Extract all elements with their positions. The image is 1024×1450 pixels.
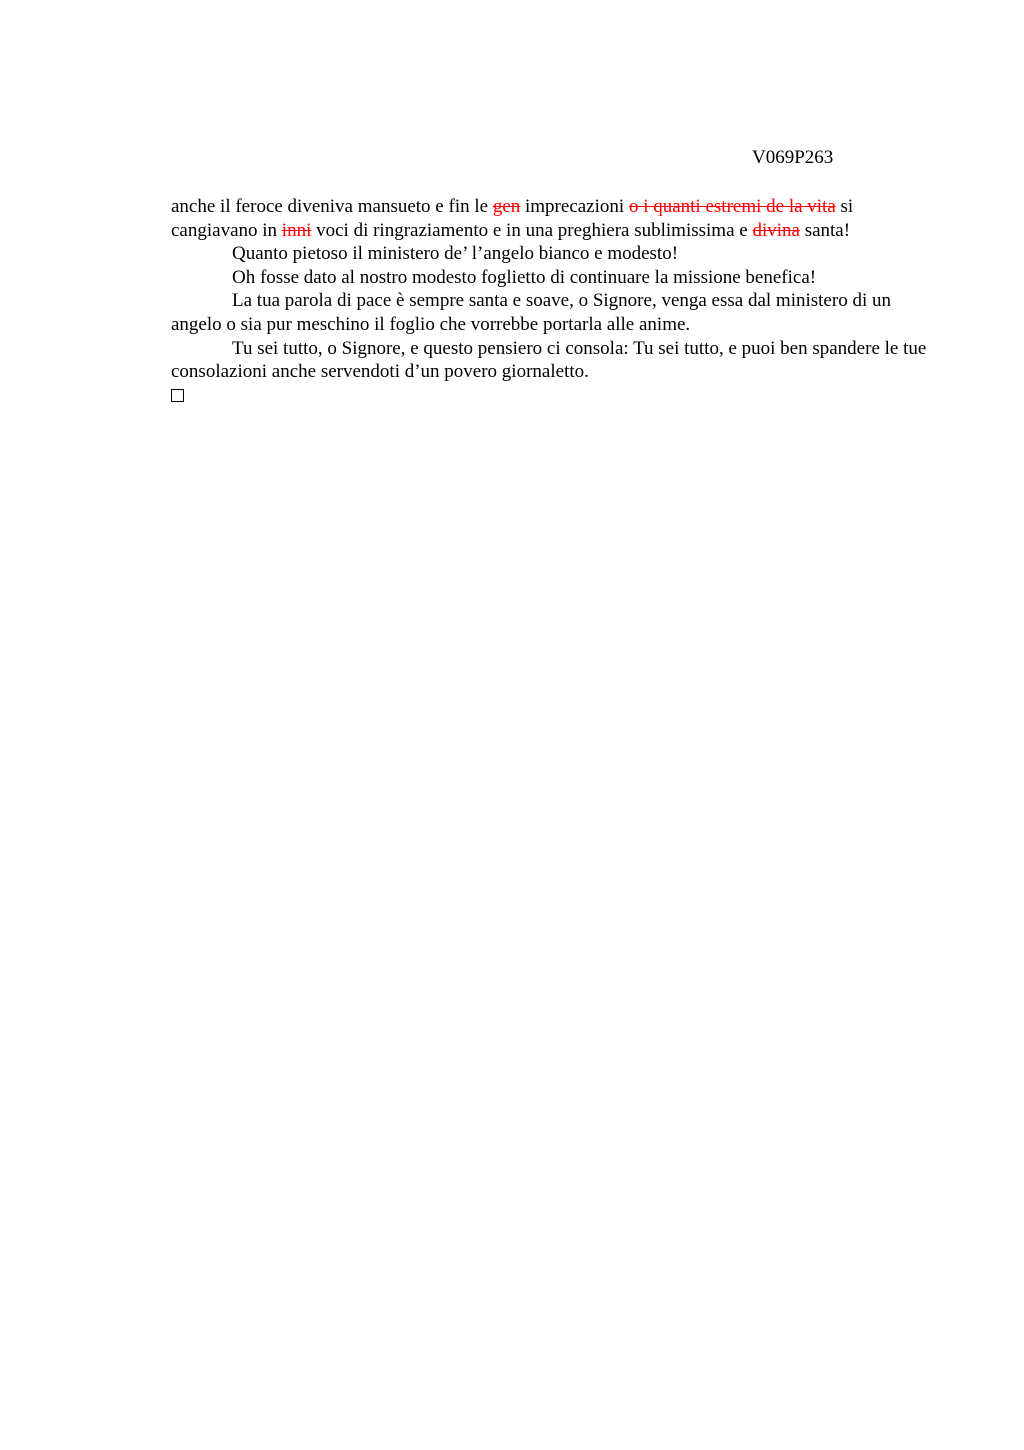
text-run: anche il feroce diveniva mansueto e fin le — [171, 196, 493, 217]
paragraph-5: Tu sei tutto, o Signore, e questo pensiero ci consola: Tu sei tutto, e puoi ben spandere le tue consolazioni anche servendoti d’un povero giornaletto. — [171, 337, 927, 383]
text-run: si cangiavano in — [171, 196, 854, 241]
deleted-text: gen — [492, 196, 521, 217]
deleted-text: inni — [281, 219, 312, 241]
text-run: voci di ringraziamento e in una preghiera sublimissima e — [311, 219, 753, 241]
empty-square-icon — [171, 389, 184, 402]
end-marker — [171, 384, 929, 409]
paragraph-4: La tua parola di pace è sempre santa e soave, o Signore, venga essa dal ministero di un angelo o sia pur meschino il foglio che vorrebbe portarla alle anime. — [171, 290, 891, 335]
paragraph-1 — [171, 195, 929, 242]
text-run: imprecazioni — [520, 196, 629, 217]
deleted-text: o i quanti estremi de la vita — [628, 196, 836, 217]
text-run: santa! — [799, 219, 851, 241]
document-body — [171, 195, 929, 408]
paragraph-3: Oh fosse dato al nostro modesto foglietto di continuare la missione benefica! — [232, 266, 817, 288]
paragraph-2: Quanto pietoso il ministero de’ l’angelo bianco e modesto! — [232, 243, 679, 265]
page-identifier: V069P263 — [752, 147, 834, 168]
deleted-text: divina — [752, 219, 800, 241]
